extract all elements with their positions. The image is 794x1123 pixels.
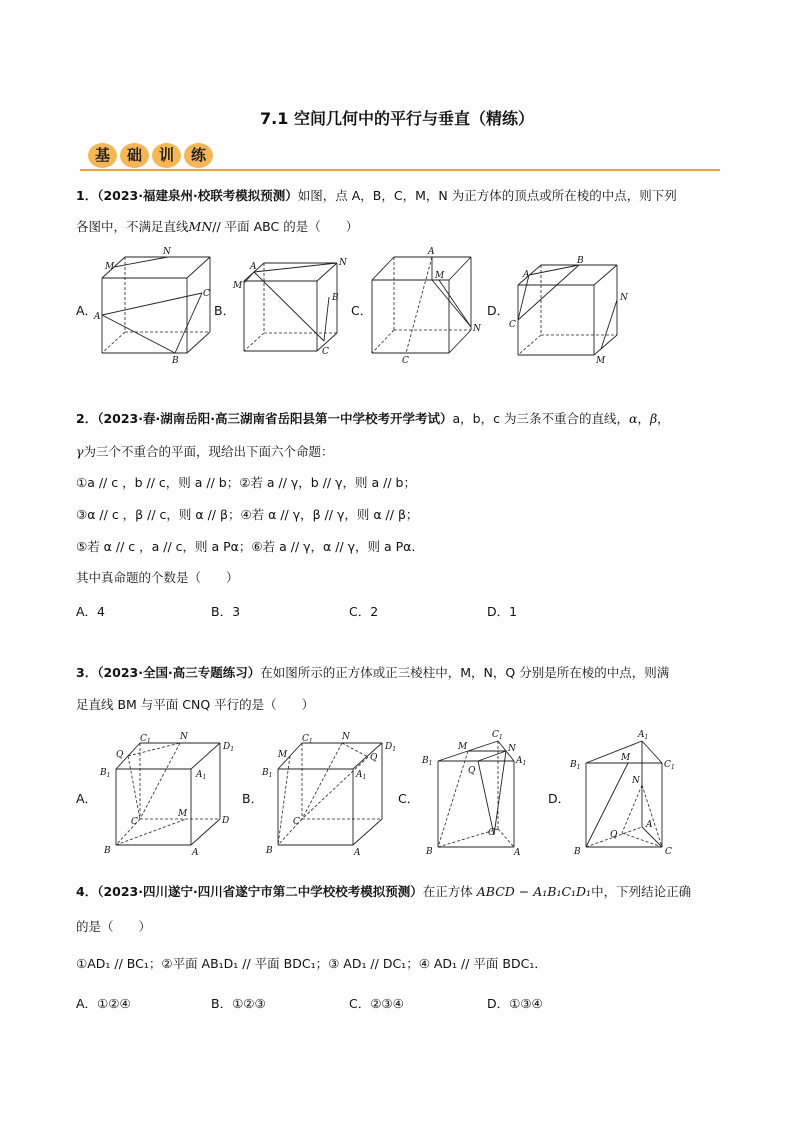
cube-figure-a: [96, 727, 246, 857]
question-source: （2023·福建泉州·校联考模拟预测）: [97, 188, 298, 203]
section-badge: [88, 143, 213, 168]
svg-text:Q: Q: [610, 830, 618, 840]
question-text: a，b，c 为三条不重合的直线，: [452, 411, 629, 426]
question-text: 在如图所示的正方体或正三棱柱中，M，N，Q 分别是所在棱的中点，则满: [260, 665, 670, 680]
question-source: （2023·四川遂宁·四川省遂宁市第二中学校校考模拟预测）: [97, 884, 423, 899]
svg-text:B: B: [172, 356, 179, 365]
question-4-line-2: 的是（ ）: [76, 919, 152, 934]
svg-text:M: M: [621, 753, 631, 763]
svg-text:C: C: [665, 847, 672, 857]
svg-text:A1: $A_1$: [638, 730, 649, 741]
svg-text:C: C: [402, 356, 409, 365]
svg-text:B: B: [426, 847, 433, 857]
svg-text:A1: $A_1$: [356, 770, 367, 781]
svg-text:B: B: [104, 846, 111, 856]
svg-text:B: B: [577, 256, 584, 266]
svg-text:A: A: [646, 820, 653, 830]
svg-text:A: A: [192, 848, 199, 857]
option-c[interactable]: C．: [398, 791, 420, 806]
svg-text:N: N: [632, 776, 640, 786]
option-b[interactable]: B．: [214, 303, 236, 318]
option-d[interactable]: D．①③④: [487, 996, 543, 1011]
question-text: 中，下列结论正确: [591, 884, 692, 899]
cube-figure-d: [506, 255, 631, 365]
badge-char: 训: [152, 143, 181, 168]
svg-text:A: A: [94, 312, 101, 322]
question-1-line-2: [76, 219, 358, 235]
question-3-line-2: 足直线 BM 与平面 CNQ 平行的是（ ）: [76, 697, 315, 712]
svg-text:C1: $C_1$: [302, 734, 313, 745]
svg-text:Q: Q: [468, 766, 476, 776]
svg-text:Q: Q: [370, 753, 378, 763]
question-2-line-2: [76, 444, 334, 460]
proposition-line-3: ⑤若 α // c ，a // c，则 a Pα；⑥若 a // γ，α // γ，则 a Pα.: [76, 539, 416, 554]
svg-text:M: M: [105, 262, 115, 272]
question-source: （2023·春·湖南岳阳·高三湖南省岳阳县第一中学校考开学考试）: [97, 411, 453, 426]
prism-figure-c: [418, 727, 548, 857]
question-text: 如图，点 A，B，C，M，N 为正方体的顶点或所在棱的中点，则下列: [297, 188, 677, 203]
question-number: 4: [76, 884, 85, 899]
option-a[interactable]: A．①②④: [76, 996, 131, 1011]
svg-text:M: M: [178, 809, 188, 819]
option-b[interactable]: B．3: [211, 604, 241, 619]
prism-figure-d: [566, 727, 696, 857]
cube-figure-c: [364, 245, 489, 365]
section-divider: [80, 169, 720, 171]
svg-text:N: N: [508, 744, 516, 754]
proposition-line-2: ③α // c ，β // c，则 α // β；④若 α // γ，β // γ，则 α // β；: [76, 507, 419, 522]
svg-text:B: B: [332, 293, 339, 303]
question-text: 各图中，不满足直线: [76, 219, 189, 234]
question-3-line-1: 3．（2023·全国·高三专题练习）在如图所示的正方体或正三棱柱中，M，N，Q 分别是所在棱的中点，则满: [76, 665, 670, 680]
svg-text:B: B: [574, 847, 581, 857]
option-c[interactable]: C．2: [349, 604, 379, 619]
proposition-line-1: ①a // c ，b // c，则 a // b；②若 a // γ，b // γ，则 a // b；: [76, 475, 416, 490]
question-text: 在正方体: [422, 884, 473, 899]
cube-figure-b: [258, 727, 408, 857]
svg-text:A: A: [354, 848, 361, 857]
option-c[interactable]: C．: [351, 303, 373, 318]
badge-char: 练: [184, 143, 213, 168]
question-2-line-1: 2．（2023·春·湖南岳阳·高三湖南省岳阳县第一中学校考开学考试）a，b，c 为三条不重合的直线，α，β，: [76, 411, 670, 426]
svg-text:N: N: [620, 293, 628, 303]
svg-text:A: A: [523, 270, 530, 280]
question-text: 为三个不重合的平面，现给出下面六个命题：: [83, 444, 334, 459]
svg-text:M: M: [458, 742, 468, 752]
svg-text:C: C: [488, 828, 495, 838]
badge-char: 础: [120, 143, 149, 168]
plane-symbol: γ: [76, 444, 84, 459]
option-c[interactable]: C．②③④: [349, 996, 404, 1011]
svg-text:A: A: [428, 247, 435, 257]
svg-text:N: N: [339, 258, 347, 268]
svg-text:N: N: [473, 324, 481, 334]
question-1-line-1: 1．（2023·福建泉州·校联考模拟预测）如图，点 A，B，C，M，N 为正方体的顶点或所在棱的中点，则下列: [76, 188, 677, 203]
line-label: MN: [188, 219, 213, 234]
svg-text:C1: $C_1$: [140, 734, 151, 745]
option-b[interactable]: B．: [242, 791, 264, 806]
svg-text:N: N: [180, 732, 188, 742]
svg-text:A: A: [514, 848, 521, 857]
page-title: 7.1 空间几何中的平行与垂直（精练）: [260, 109, 534, 128]
svg-text:C1: $C_1$: [492, 730, 503, 741]
punctuation: ，: [637, 411, 650, 426]
plane-symbol: β: [649, 411, 658, 426]
svg-text:C: C: [131, 817, 138, 827]
question-source: （2023·全国·高三专题练习）: [97, 665, 261, 680]
option-d[interactable]: D．: [548, 791, 571, 806]
option-d[interactable]: D．: [487, 303, 510, 318]
svg-text:C: C: [293, 817, 300, 827]
option-a[interactable]: A．4: [76, 604, 106, 619]
svg-text:A: A: [250, 262, 257, 272]
svg-text:B1: $B_1$: [422, 756, 433, 767]
cube-figure-b: [232, 255, 352, 360]
question-text: // 平面 ABC 的是（ ）: [212, 219, 359, 234]
svg-text:D1: $D_1$: [385, 742, 397, 753]
option-b[interactable]: B．①②③: [211, 996, 266, 1011]
question-number: 2: [76, 411, 85, 426]
question-4-line-1: 4．（2023·四川遂宁·四川省遂宁市第二中学校校考模拟预测）在正方体 ABCD − A₁B₁C₁D₁中，下列结论正确: [76, 884, 692, 899]
option-d[interactable]: D．1: [487, 604, 518, 619]
svg-text:M: M: [435, 271, 445, 281]
svg-text:C: C: [322, 347, 329, 357]
punctuation: ，: [657, 411, 670, 426]
svg-text:A1: $A_1$: [196, 770, 207, 781]
plane-symbol: α: [628, 411, 638, 426]
cube-label: ABCD − A₁B₁C₁D₁: [476, 884, 592, 899]
cube-figure-a: [90, 245, 220, 365]
svg-text:B1: $B_1$: [100, 768, 111, 779]
svg-text:N: N: [163, 247, 171, 257]
question-prompt: 其中真命题的个数是（ ）: [76, 570, 239, 585]
svg-text:B1: $B_1$: [262, 768, 273, 779]
option-a[interactable]: A．: [76, 303, 98, 318]
question-number: 1: [76, 188, 85, 203]
svg-text:M: M: [278, 750, 288, 760]
svg-text:B1: $B_1$: [570, 760, 581, 771]
statements-line: ①AD₁ // BC₁；②平面 AB₁D₁ // 平面 BDC₁；③ AD₁ // DC₁；④ AD₁ // 平面 BDC₁．: [76, 956, 547, 971]
svg-text:D: D: [222, 816, 230, 826]
svg-text:D1: $D_1$: [223, 742, 235, 753]
svg-text:N: N: [342, 732, 350, 742]
question-number: 3: [76, 665, 85, 680]
svg-text:Q: Q: [116, 750, 124, 760]
svg-text:C: C: [509, 320, 516, 330]
svg-text:M: M: [596, 356, 606, 365]
svg-text:M: M: [233, 281, 243, 291]
option-a[interactable]: A．: [76, 791, 98, 806]
svg-text:C1: $C_1$: [664, 760, 675, 771]
svg-text:B: B: [266, 846, 273, 856]
svg-text:C: C: [203, 289, 210, 299]
badge-char: 基: [88, 143, 117, 168]
svg-text:A1: $A_1$: [516, 756, 527, 767]
